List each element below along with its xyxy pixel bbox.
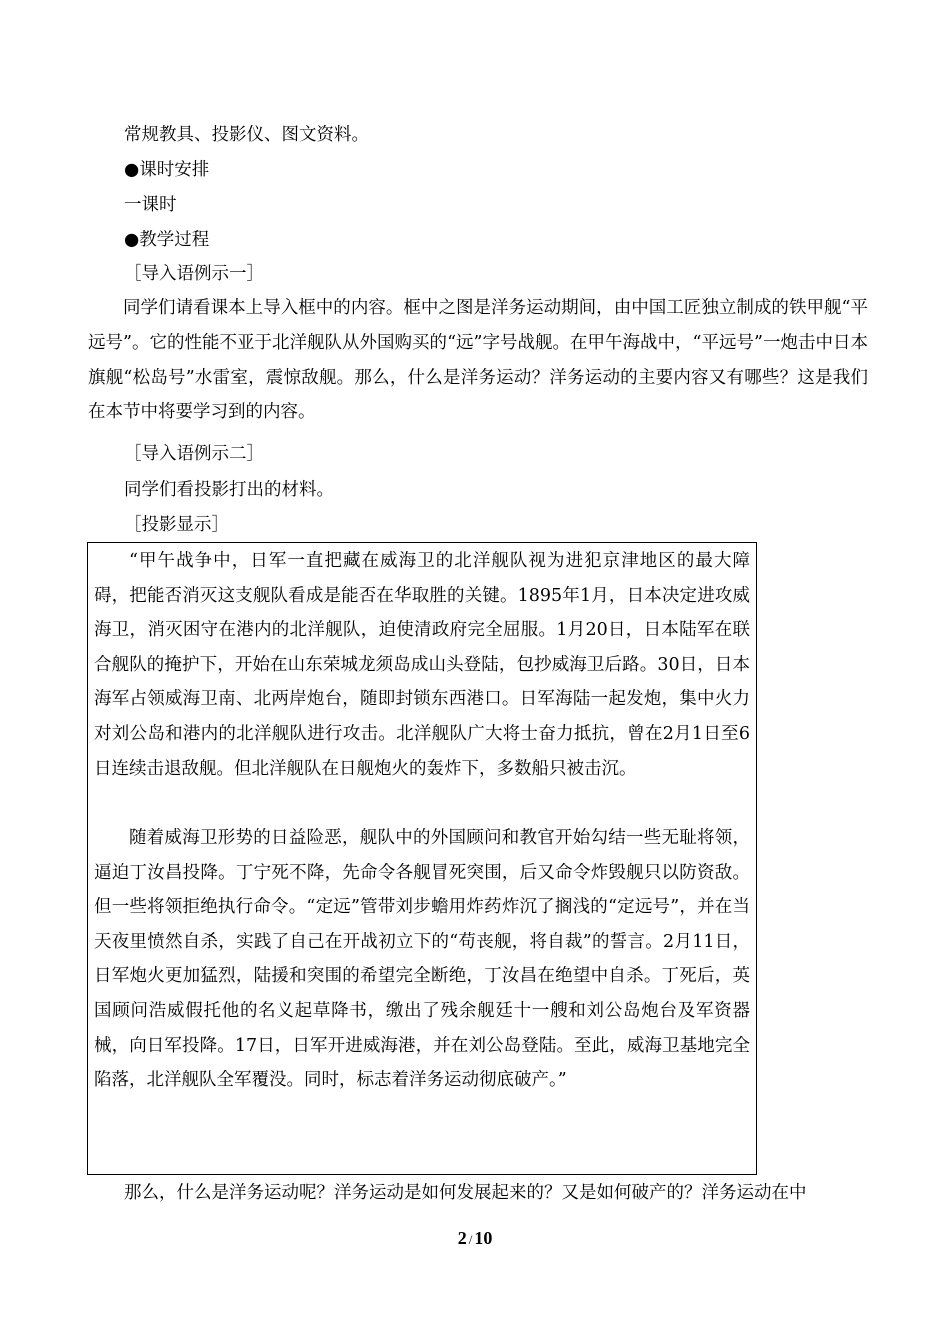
projection-quote-box xyxy=(87,542,757,1175)
intro1-heading: ［导入语例示一］ xyxy=(124,264,264,284)
page-number xyxy=(0,1226,950,1252)
schedule-heading: ●课时安排 xyxy=(124,160,210,180)
process-heading: ●教学过程 xyxy=(124,230,210,250)
projection-heading: ［投影显示］ xyxy=(124,515,229,535)
total-pages: 10 xyxy=(474,1228,493,1248)
quote-paragraph-1: “甲午战争中，日军一直把藏在威海卫的北洋舰队视为进犯京津地区的最大障碍，把能否消灭这支舰队看成是能否在华取胜的关键。1895年1月，日本决定进攻威海卫，消灭困守在港内的北洋舰队，迫使清政府完全屈服。1月20日，日本陆军在联合舰队的掩护下，开始在山东荣城龙须岛成山头登陆，包抄威海卫后路。30日，日本海军占领威海卫南、北两岸炮台，随即封锁东西港口。日军海陆一起发炮，集中火力对刘公岛和港内的北洋舰队进行攻击。北洋舰队广大将士奋力抵抗，曾在2月1日至6日连续击退敌舰。但北洋舰队在日舰炮火的轰炸下，多数船只被击沉。 xyxy=(94,551,750,779)
intro2-paragraph: 同学们看投影打出的材料。 xyxy=(124,480,334,500)
current-page: 2 xyxy=(457,1228,467,1248)
materials-line: 常规教具、投影仪、图文资料。 xyxy=(124,125,369,145)
schedule-line: 一课时 xyxy=(124,195,177,215)
closing-paragraph: 那么，什么是洋务运动呢？洋务运动是如何发展起来的？又是如何破产的？洋务运动在中 xyxy=(124,1183,807,1203)
intro2-heading: ［导入语例示二］ xyxy=(124,444,264,464)
page-separator: / xyxy=(468,1232,473,1247)
intro1-paragraph: 同学们请看课本上导入框中的内容。框中之图是洋务运动期间，由中国工匠独立制成的铁甲舰“平远号”。它的性能不亚于北洋舰队从外国购买的“远”字号战舰。在甲午海战中，“平远号”一炮击中日本旗舰“松岛号”水雷室，震惊敌舰。那么，什么是洋务运动？洋务运动的主要内容又有哪些？这是我们在本节中将要学习到的内容。 xyxy=(88,298,868,423)
quote-paragraph-2: 随着威海卫形势的日益险恶，舰队中的外国顾问和教官开始勾结一些无耻将领，逼迫丁汝昌投降。丁宁死不降，先命令各舰冒死突围，后又命令炸毁舰只以防资敌。但一些将领拒绝执行命令。“定远”管带刘步蟾用炸药炸沉了搁浅的“定远号”，并在当天夜里愤然自杀，实践了自己在开战初立下的“苟丧舰，将自裁”的誓言。2月11日，日军炮火更加猛烈，陆援和突围的希望完全断绝，丁汝昌在绝望中自杀。丁死后，英国顾问浩威假托他的名义起草降书，缴出了残余舰廷十一艘和刘公岛炮台及军资器械，向日军投降。17日，日军开进威海港，并在刘公岛登陆。至此，威海卫基地完全陷落，北洋舰队全军覆没。同时，标志着洋务运动彻底破产。” xyxy=(94,828,750,1091)
